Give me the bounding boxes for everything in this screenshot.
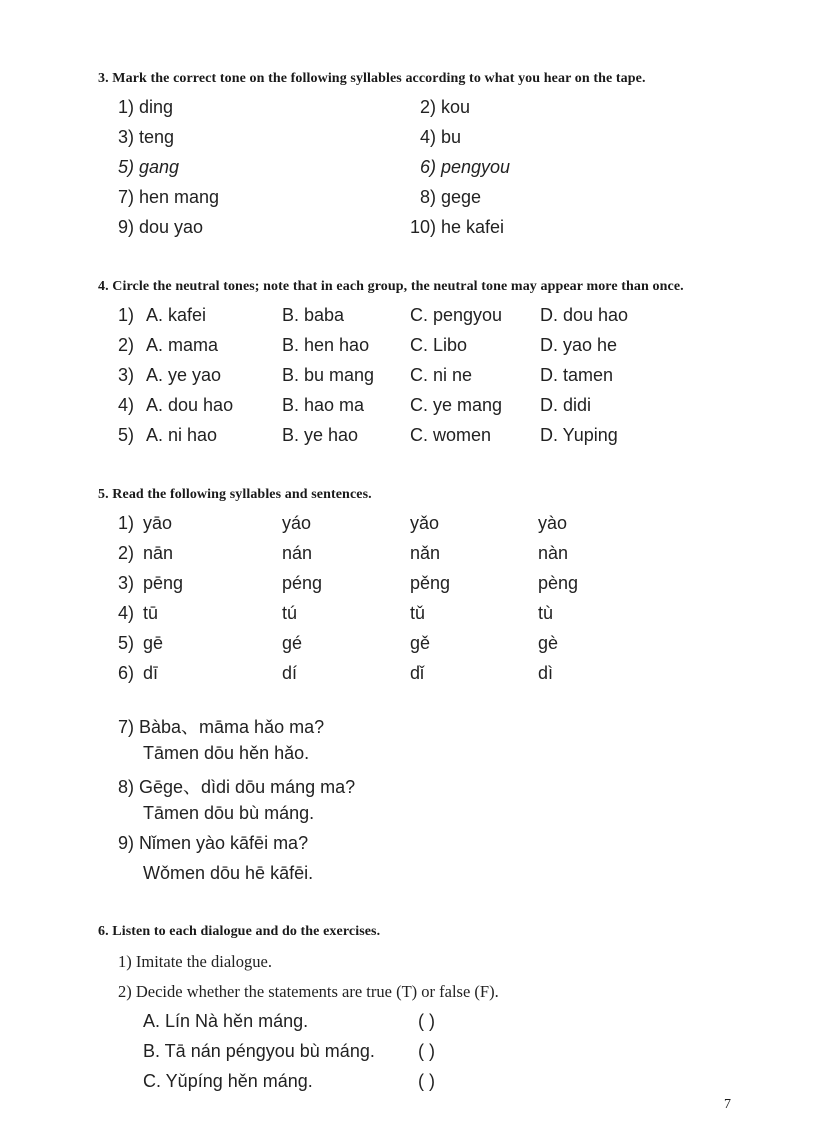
tone-1: gē [143, 633, 164, 653]
exercise-item: 2) kou [420, 97, 471, 117]
row-number: 3) [118, 573, 135, 593]
section-4-heading: 4. Circle the neutral tones; note that in each group, the neutral tone may appear more than once. [98, 279, 684, 294]
tone-2: yáo [282, 513, 312, 533]
row-number: 6) [118, 663, 135, 683]
tone-2: gé [282, 633, 303, 653]
tone-3: yǎo [410, 513, 440, 533]
tone-4: tù [538, 603, 554, 623]
tone-3: tǔ [410, 603, 426, 623]
sentence-question: 9) Nǐmen yào kāfēi ma? [118, 833, 309, 853]
exercise-item: 7) hen mang [118, 187, 220, 207]
choice-b: B. hao ma [282, 395, 365, 415]
section-5-heading: 5. Read the following syllables and sentences. [98, 487, 372, 502]
row-number: 3) [118, 365, 135, 385]
exercise-item: 4) bu [420, 127, 462, 147]
section-3-heading: 3. Mark the correct tone on the following syllables according to what you hear on the tape. [98, 71, 646, 86]
exercise-item: 10) he kafei [410, 217, 505, 237]
answer-blank[interactable]: ( ) [418, 1011, 435, 1031]
answer-blank[interactable]: ( ) [418, 1041, 435, 1061]
tone-3: dǐ [410, 663, 425, 683]
choice-a: A. kafei [146, 305, 207, 325]
choice-d: D. yao he [540, 335, 618, 355]
choice-b: B. ye hao [282, 425, 359, 445]
choice-d: D. Yuping [540, 425, 618, 445]
tone-1: pēng [143, 573, 184, 593]
choice-a: A. ye yao [146, 365, 222, 385]
tone-3: pěng [410, 573, 451, 593]
tone-2: dí [282, 663, 298, 683]
tone-3: gě [410, 633, 431, 653]
page-number: 7 [724, 1097, 731, 1112]
choice-b: B. bu mang [282, 365, 375, 385]
choice-c: C. ni ne [410, 365, 473, 385]
row-number: 5) [118, 633, 135, 653]
row-number: 2) [118, 335, 135, 355]
choice-b: B. baba [282, 305, 345, 325]
answer-blank[interactable]: ( ) [418, 1071, 435, 1091]
row-number: 5) [118, 425, 135, 445]
choice-c: C. pengyou [410, 305, 503, 325]
exercise-item: 8) gege [420, 187, 482, 207]
sentence-question: 7) Bàba、māma hǎo ma? [118, 717, 325, 737]
choice-a: A. mama [146, 335, 219, 355]
exercise-item: 6) pengyou [420, 157, 511, 177]
exercise-item: 9) dou yao [118, 217, 204, 237]
choice-c: C. ye mang [410, 395, 503, 415]
sentence-answer: Tāmen dōu bù máng. [143, 803, 315, 823]
choice-d: D. didi [540, 395, 592, 415]
row-number: 4) [118, 603, 135, 623]
tone-4: nàn [538, 543, 569, 563]
statement: A. Lín Nà hěn máng. [143, 1011, 309, 1031]
tone-3: nǎn [410, 543, 441, 563]
sentence-answer: Tāmen dōu hěn hǎo. [143, 743, 310, 763]
statement: B. Tā nán péngyou bù máng. [143, 1041, 375, 1061]
section-6-heading: 6. Listen to each dialogue and do the exercises. [98, 924, 381, 939]
tone-1: dī [143, 663, 159, 683]
sentence-question: 8) Gēge、dìdi dōu máng ma? [118, 777, 356, 797]
statement: C. Yǔpíng hěn máng. [143, 1071, 313, 1091]
choice-c: C. Libo [410, 335, 468, 355]
instruction: 1) Imitate the dialogue. [118, 952, 272, 971]
choice-b: B. hen hao [282, 335, 370, 355]
tone-1: tū [143, 603, 159, 623]
exercise-item: 1) ding [118, 97, 174, 117]
choice-d: D. dou hao [540, 305, 629, 325]
tone-2: nán [282, 543, 313, 563]
row-number: 2) [118, 543, 135, 563]
choice-a: A. dou hao [146, 395, 234, 415]
exercise-item: 5) gang [118, 157, 180, 177]
row-number: 1) [118, 305, 135, 325]
tone-1: nān [143, 543, 174, 563]
tone-4: yào [538, 513, 568, 533]
tone-4: dì [538, 663, 554, 683]
tone-2: péng [282, 573, 323, 593]
choice-c: C. women [410, 425, 492, 445]
choice-a: A. ni hao [146, 425, 218, 445]
tone-4: gè [538, 633, 559, 653]
instruction: 2) Decide whether the statements are true (T) or false (F). [118, 982, 499, 1001]
tone-4: pèng [538, 573, 579, 593]
choice-d: D. tamen [540, 365, 614, 385]
exercise-item: 3) teng [118, 127, 175, 147]
sentence-answer: Wǒmen dōu hē kāfēi. [143, 863, 314, 883]
row-number: 1) [118, 513, 135, 533]
tone-1: yāo [143, 513, 173, 533]
tone-2: tú [282, 603, 298, 623]
row-number: 4) [118, 395, 135, 415]
